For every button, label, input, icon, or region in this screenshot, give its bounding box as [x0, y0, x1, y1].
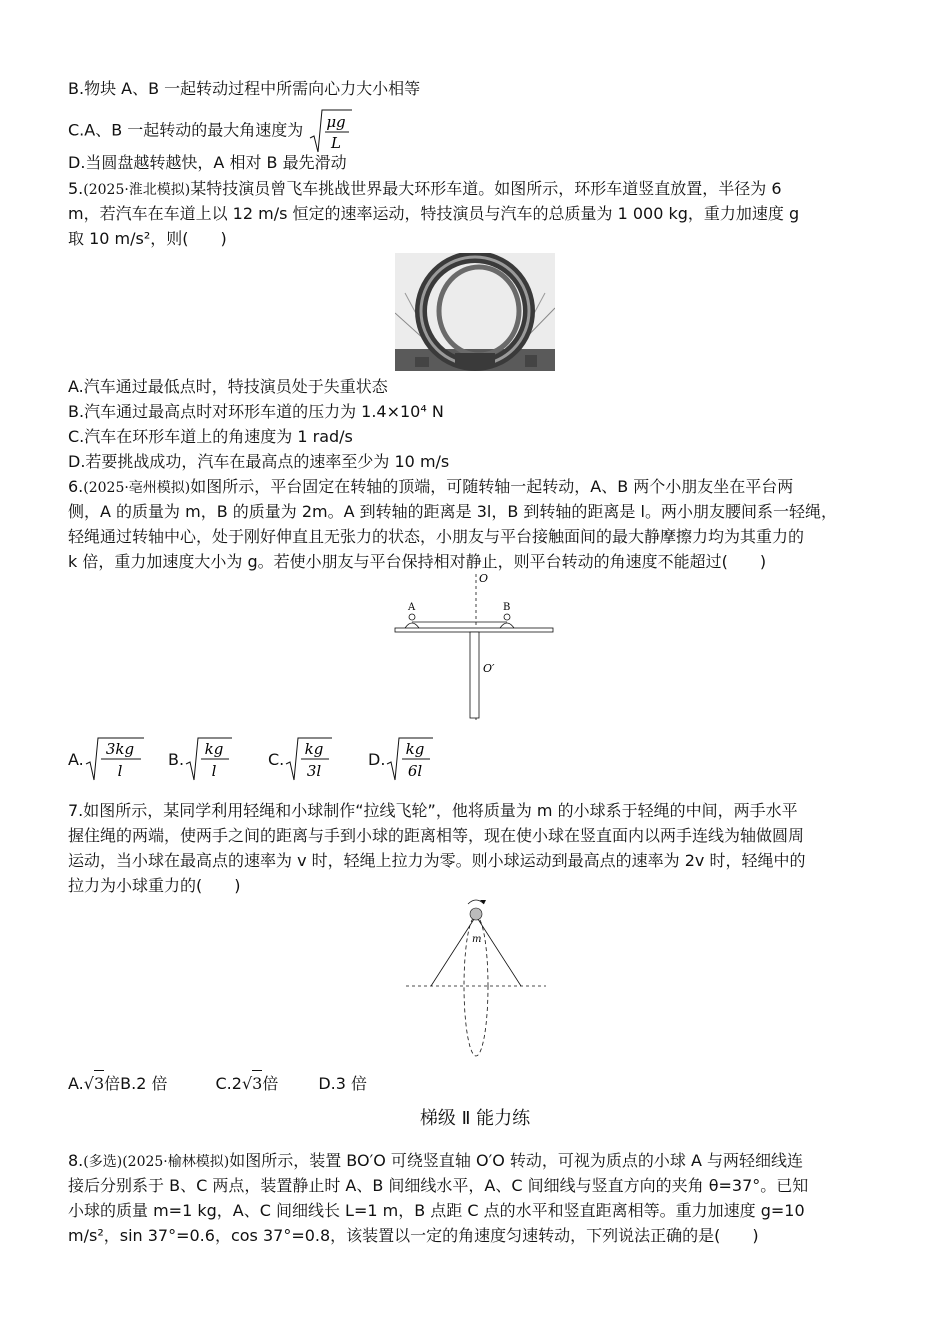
q5-option-c: C.汽车在环形车道上的角速度为 1 rad/s [68, 427, 353, 446]
q5-stem-line-1 [68, 176, 782, 203]
q7-option-c-radicand: 3 [252, 1070, 262, 1096]
loop-track-photo [395, 253, 555, 371]
q4-c-den: L [331, 134, 342, 152]
q7-stem-line-3: 运动，当小球在最高点的速率为 v 时，轻绳上拉力为零。则小球运动到最高点的速率为 2v 时，轻绳中的 [68, 851, 806, 870]
q6-option-d [368, 736, 468, 782]
q8-stem-line-3: 小球的质量 m=1 kg，A、C 间细线长 L=1 m，B 点距 C 点的水平和竖直距离相等。重力加速度 g=10 [68, 1201, 805, 1220]
section-heading: 梯级 Ⅱ 能力练 [419, 1108, 531, 1129]
loop-track-image [395, 253, 555, 371]
q6-b-num: kg [204, 740, 224, 758]
radical-sign-icon [284, 736, 334, 782]
child-b-icon [504, 614, 510, 620]
q6-option-b [168, 736, 268, 782]
q7-stem-line-4: 拉力为小球重力的( ) [68, 876, 241, 895]
radical-sign-icon [385, 736, 435, 782]
q4-option-c-text: C.A、B 一起转动的最大角速度为 [68, 120, 304, 140]
q6-a-den: l [117, 762, 123, 780]
q6-stem-line-1 [68, 474, 793, 501]
radical-sign-icon [84, 736, 144, 782]
q7-options [68, 1070, 367, 1096]
ball-icon [470, 908, 482, 920]
q5-option-b: B.汽车通过最高点时对环形车道的压力为 1.4×10⁴ N [68, 402, 444, 421]
q6-c-den: 3l [307, 762, 322, 780]
label-a: A [408, 602, 416, 613]
q8-number: 8. [68, 1151, 84, 1170]
q8-source: (2025·榆林模拟) [122, 1154, 230, 1170]
q6-option-c [268, 736, 368, 782]
q5-stem-line-2: m，若汽车在车道上以 12 m/s 恒定的速率运动，特技演员与汽车的总质量为 1 000 kg，重力加速度 g [68, 204, 800, 223]
q4-option-d: D.当圆盘越转越快，A 相对 B 最先滑动 [68, 153, 347, 172]
q5-stem-line-3: 取 10 m/s²，则( ) [68, 229, 227, 248]
q5-option-a: A.汽车通过最低点时，特技演员处于失重状态 [68, 377, 388, 396]
q8-stem-1: 如图所示，装置 BO′O 可绕竖直轴 O′O 转动，可视为质点的小球 A 与两轻细线连 [229, 1151, 804, 1170]
q4-option-b: B.物块 A、B 一起转动过程中所需向心力大小相等 [68, 79, 421, 98]
q4-c-num: μg [326, 113, 347, 131]
q6-stem-line-2: 侧，A 的质量为 m，B 的质量为 2m。A 到转轴的距离是 3l，B 到转轴的距离是 l。两小朋友腰间系一轻绳， [68, 502, 837, 521]
label-o: O [479, 572, 489, 585]
q7-option-a-unit: 倍 [104, 1073, 121, 1093]
q5-source: (2025·淮北模拟) [83, 182, 191, 198]
q6-a-num: 3kg [105, 740, 134, 758]
q6-b-den: l [211, 762, 217, 780]
q7-option-c-label: C.2 [215, 1073, 242, 1093]
q6-d-den: 6l [408, 762, 423, 780]
q6-number: 6. [68, 477, 84, 496]
q4-option-c [68, 108, 352, 154]
label-b: B [503, 602, 511, 613]
radical-sign-icon [184, 736, 234, 782]
q6-option-a [68, 736, 168, 782]
q6-option-b-label: B. [168, 749, 185, 769]
q8-stem-line-1 [68, 1148, 803, 1175]
label-m: m [472, 934, 482, 945]
q8-stem-line-2: 接后分别系于 B、C 两点，装置静止时 A、B 间细线水平，A、C 间细线与竖直方向的夹角 θ=37°。已知 [68, 1176, 809, 1195]
q6-option-a-label: A. [68, 749, 84, 769]
q7-option-c-unit: 倍 [262, 1073, 279, 1093]
label-o-prime: O′ [483, 662, 495, 675]
q7-option-a-label: A. [68, 1073, 84, 1093]
q6-option-c-label: C. [268, 749, 285, 769]
q7-option-a-radicand: 3 [94, 1070, 104, 1096]
q6-d-num: kg [406, 740, 425, 758]
q5-number: 5. [68, 179, 84, 198]
q6-stem-line-3: 轻绳通过转轴中心，处于刚好伸直且无张力的状态，小朋友与平台接触面间的最大静摩擦力均为其重力的 [68, 527, 805, 546]
q6-option-d-label: D. [368, 749, 386, 769]
q5-option-d: D.若要挑战成功，汽车在最高点的速率至少为 10 m/s [68, 452, 450, 471]
child-a-icon [409, 614, 415, 620]
q6-c-num: kg [304, 740, 324, 758]
q8-stem-line-4: m/s²，sin 37°=0.6，cos 37°=0.8，该装置以一定的角速度匀速转动，下列说法正确的是( ) [68, 1226, 759, 1245]
q6-stem-line-4: k 倍，重力加速度大小为 g。若使小朋友与平台保持相对静止，则平台转动的角速度不能超过( ) [68, 552, 767, 571]
q7-option-b: B.2 倍 [120, 1073, 168, 1093]
q6-options [68, 736, 468, 782]
sqrt-sign-icon: √ [83, 1073, 94, 1093]
rotating-platform-diagram [393, 572, 563, 720]
q4-option-c-sqrt [308, 108, 352, 154]
string-wheel-diagram [406, 896, 546, 1061]
q5-stem-1: 某特技演员曾飞车挑战世界最大环形车道。如图所示，环形车道竖直放置，半径为 6 [190, 179, 782, 198]
q6-source: (2025·亳州模拟) [83, 480, 191, 496]
q7-stem-line-2: 握住绳的两端，使两手之间的距离与手到小球的距离相等，现在使小球在竖直面内以两手连线为轴做圆周 [68, 826, 805, 845]
q6-stem-1: 如图所示，平台固定在转轴的顶端，可随转轴一起转动，A、B 两个小朋友坐在平台两 [190, 477, 794, 496]
q8-multi-tag: (多选) [83, 1154, 123, 1170]
q7-stem-line-1: 7.如图所示，某同学利用轻绳和小球制作“拉线飞轮”，他将质量为 m 的小球系于轻绳的中间，两手水平 [68, 801, 798, 820]
sqrt-sign-icon: √ [241, 1073, 253, 1093]
q7-option-d: D.3 倍 [318, 1073, 368, 1093]
radical-sign-icon [308, 108, 352, 154]
